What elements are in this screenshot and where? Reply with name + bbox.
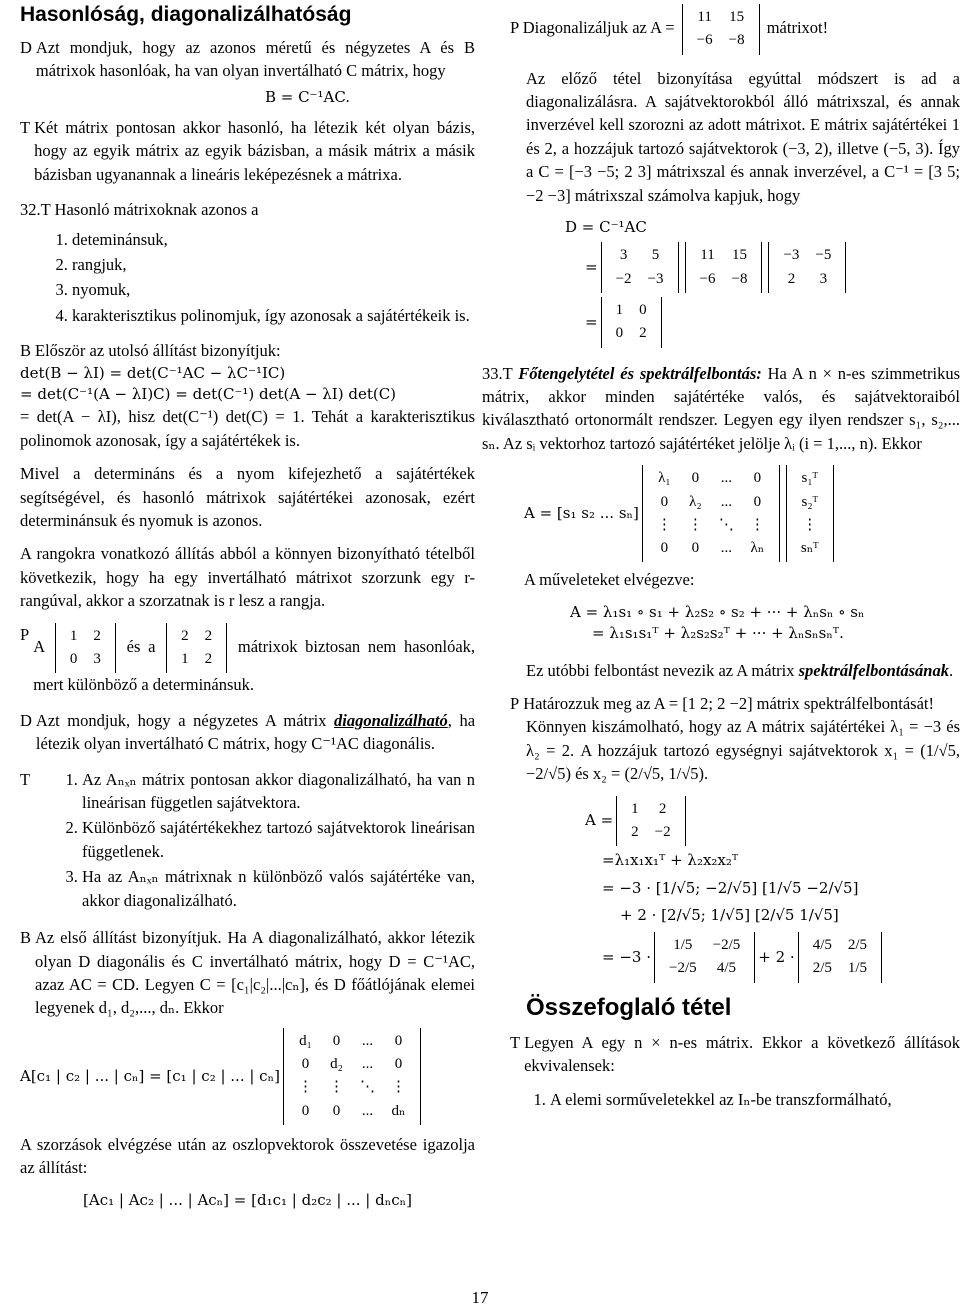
thm32-text: Hasonló mátrixoknak azonos a (54, 200, 259, 220)
right-column (482, 0, 960, 1113)
thm-text: Két mátrix pontosan akkor hasonló, ha létezik két olyan bázis, hogy az egyik mátrix az egyik bázisban, a másik mátrix a másik bázisban ugyanannak a lineáris leképezésnek a mátrixa. (34, 117, 475, 184)
matrix: 1/5 −2/5 −2/5 4/5 (654, 932, 755, 983)
list-item: 1. A elemi sorműveletekkel az Iₙ-be transzformálható, (550, 1088, 960, 1111)
matrix: 1 2 2 −2 (616, 796, 685, 847)
example-2-eq1: D = C⁻¹AC (565, 218, 647, 237)
summary-theorem: T Legyen A egy n × n-es mátrix. Ekkor a következő állítások ekvivalensek: (510, 1031, 960, 1078)
term-spectral: spektrálfelbontásának (798, 660, 949, 680)
example-2-eq3: = 1 0 0 2 (510, 297, 960, 348)
list-item: 1. deteminánsuk, (72, 228, 475, 251)
spectral-eq-2: = λ₁s₁s₁ᵀ + λ₂s₂s₂ᵀ + ··· + λₙsₙsₙᵀ. (592, 624, 844, 643)
example-1: P A 1 2 0 3 és a 2 2 1 2 mátrixok biztosan nem hasonlóak, mert különböző a determinánsuk. (20, 623, 475, 697)
thm32-list (20, 228, 475, 328)
example-label: P (510, 693, 520, 713)
list-item: 2. rangjuk, (72, 253, 475, 276)
proof-intro: Először az utolsó állítást bizonyítjuk: (35, 341, 281, 361)
list-item: 2. Különböző sajátértékekhez tartozó sajátvektorok lineárisan függetlenek. (82, 816, 475, 863)
diagonal-matrix: λ₁ 0 ... 0 0 λ₂ ... 0 ⋮ ⋮ ⋱ ⋮ 0 0 ... λₙ (642, 465, 780, 562)
example-3: P Határozzuk meg az A = [1 2; 2 −2] mátrix spektrálfelbontását! (510, 692, 960, 715)
matrix: 1 2 0 3 (55, 623, 116, 674)
operations-text: A műveleteket elvégezve: (524, 570, 695, 590)
list-item: 3. nyomuk, (72, 278, 475, 301)
proof-2 (20, 926, 475, 1020)
diagonal-matrix: d₁ 0 ... 0 0 d₂ ... 0 ⋮ ⋮ ⋱ ⋮ 0 0 ... dₙ (283, 1028, 421, 1125)
matrix: 3 5 −2 −3 (601, 242, 679, 293)
example-2: P Diagonalizáljuk az A = 11 15 −6 −8 mátrixot! (510, 4, 960, 55)
def-label: D (20, 37, 32, 57)
example-2-eq2: = 3 5 −2 −3 11 15 −6 −8 −3 −5 2 3 (510, 242, 960, 293)
term-diagonalizable: diagonalizálható (334, 710, 448, 730)
list-item: 1. Az Aₙₓₙ mátrix pontosan akkor diagonalizálható, ha van n lineárisan független sajátvektora. (82, 768, 475, 815)
proof-label: B (20, 928, 32, 948)
theorem-basis (20, 116, 475, 186)
example-label: P (20, 624, 30, 644)
def-text: Azt mondjuk, hogy az azonos méretű és négyzetes A és B mátrixok hasonlóak, ha van olyan invertálható C mátrix, hogy (35, 37, 475, 81)
example-3-l2: = −3 · [1/√5; −2/√5] [1/√5 −2/√5] (602, 878, 859, 897)
matrix: 4/5 2/5 2/5 1/5 (798, 932, 882, 983)
spectral-definition: Ez utóbbi felbontást nevezik az A mátrix spektrálfelbontásának. (526, 660, 954, 680)
def-label: D (20, 710, 32, 730)
paragraph-determinant: Mivel a determináns és a nyom kifejezhető a sajátértékek segítségével, és hasonló mátrixok sajátértékei azonosak, ezért determinánsuk és nyomuk is azonos. (20, 464, 475, 531)
example-3-l1: =λ₁x₁x₁ᵀ + λ₂x₂x₂ᵀ (602, 851, 739, 870)
theorem-diagonalization (20, 768, 475, 915)
example-text: A (33, 636, 45, 656)
matrix: 2 2 1 2 (166, 623, 227, 674)
proof-line-2: = det(C⁻¹(A − λI)C) = det(C⁻¹) det(A − λI) det(C) (20, 385, 397, 404)
example-3-l3: + 2 · [2/√5; 1/√5] [2/√5 1/√5] (620, 905, 839, 924)
proof-1 (20, 339, 475, 362)
def-equation: B = C⁻¹AC. (264, 87, 351, 106)
thm-label: T (20, 769, 31, 789)
example-2-paragraph: Az előző tétel bizonyítása egyúttal módszert is ad a diagonalizálásra. A sajátvektorokból álló mátrixszal, és annak inverzével kell szorozni az adott mátrixot. E mátrix sajátértékei 1 és 2, a hozzájuk tartozó sajátvektorok (−3, 2), illetve (−5, 3). Így a C = [−3 −5; 2 3] mátrixszal és annak inverzével, a C⁻¹ = [3 5; −2 −3] mátrixszal számolva kapjuk, hogy (526, 68, 960, 205)
proof-line-3: = det(A − λI), hisz det(C⁻¹) det(C) = 1. Tehát a karakterisztikus polinomok azonosak, így a sajátértékek is. (20, 407, 475, 450)
example-3-l4: = −3 · 1/5 −2/5 −2/5 4/5 + 2 · 4/5 2/5 2/5 1/5 (510, 932, 960, 983)
left-column (20, 0, 475, 1211)
thm32-label: 32.T (20, 200, 51, 220)
summary-title: Összefoglaló tétel (526, 993, 732, 1021)
theorem-32 (20, 198, 475, 327)
theorem-33-eq: A = [s₁ s₂ ... sₙ] λ₁ 0 ... 0 0 λ₂ ... 0 ⋮ ⋮ ⋱ ⋮ 0 0 ... λₙ s₁ᵀ s₂ᵀ ⋮ sₙᵀ (524, 465, 960, 562)
summary-list (510, 1088, 960, 1111)
definition-similarity (20, 36, 475, 83)
list-item: 3. Ha az Aₙₓₙ mátrixnak n különböző valós sajátértéke van, akkor diagonalizálható. (82, 865, 475, 912)
thm33-label: 33.T (482, 363, 513, 383)
matrix: −3 −5 2 3 (768, 242, 846, 293)
proof-line-1: det(B − λI) = det(C⁻¹AC − λC⁻¹IC) (20, 363, 286, 382)
s-vector-matrix: s₁ᵀ s₂ᵀ ⋮ sₙᵀ (786, 465, 834, 562)
section-title: Hasonlóság, diagonalizálhatóság (20, 3, 352, 26)
proof-text: Az első állítást bizonyítjuk. Ha A diagonalizálható, akkor létezik olyan D diagonális és C invertálható mátrix, hogy D = C⁻¹AC, azaz AC = CD. Legyen C = [c₁|c₂|...|cₙ], és D főátlójának elemei legyenek d₁, d₂,..., dₙ. Ekkor (35, 928, 475, 1018)
proof-2-final: [Ac₁ | Ac₂ | ... | Acₙ] = [d₁c₁ | d₂c₂ | ... | dₙcₙ] (83, 1190, 412, 1209)
definition-diagonalizable: D Azt mondjuk, hogy a négyzetes A mátrix diagonalizálható, ha létezik olyan invertálható C mátrix, hogy C⁻¹AC diagonális. (20, 709, 475, 756)
thm-label: T (20, 117, 31, 137)
page-number: 17 (471, 1288, 489, 1307)
proof-label: B (20, 341, 32, 361)
spectral-eq-1: A = λ₁s₁ ∘ s₁ + λ₂s₂ ∘ s₂ + ··· + λₙsₙ ∘ sₙ (570, 602, 865, 621)
matrix: 1 0 0 2 (601, 297, 662, 348)
theorem-33: 33.T Főtengelytétel és spektrálfelbontás: Ha A n × n-es szimmetrikus mátrix, akkor minden sajátértéke valós, és sajátvektoraiból kiválasztható ortonormált rendszer. Legyen egy ilyen rendszer s₁, s₂,... sₙ. Az sᵢ vektorhoz tartozó sajátértéket jelölje λᵢ (i = 1,..., n). Ekkor (482, 363, 960, 453)
proof-2-after: A szorzások elvégzése után az oszlopvektorok összevetése igazolja az állítást: (20, 1134, 475, 1178)
proof-2-equation: A[c₁ | c₂ | ... | cₙ] = [c₁ | c₂ | ... | cₙ] d₁ 0 ... 0 0 d₂ ... 0 ⋮ ⋮ ⋱ ⋮ 0 0 ... dₙ (20, 1028, 475, 1125)
paragraph-rank: A rangokra vonatkozó állítás abból a könnyen bizonyítható tételből következik, hogy ha egy invertálható mátrixot szorzunk egy r-rangúval, akkor a szorzatnak is r lesz a rangja. (20, 544, 475, 611)
example-3-matrix: A = 1 2 2 −2 (510, 796, 960, 847)
term-principal-axis: Főtengelytétel és spektrálfelbontás: (518, 363, 762, 383)
example-3-paragraph: Könnyen kiszámolható, hogy az A mátrix sajátértékei λ₁ = −3 és λ₂ = 2. A hozzájuk tartozó egységnyi sajátvektorok x₁ = (1/√5, −2/√5) és x₂ = (2/√5, 1/√5). (526, 717, 960, 784)
example-label: P (510, 18, 519, 38)
thm-label: T (510, 1032, 521, 1052)
matrix: 11 15 −6 −8 (685, 242, 763, 293)
list-item: 4. karakterisztikus polinomjuk, így azonosak a sajátértékeik is. (72, 304, 475, 327)
matrix: 11 15 −6 −8 (682, 4, 760, 55)
